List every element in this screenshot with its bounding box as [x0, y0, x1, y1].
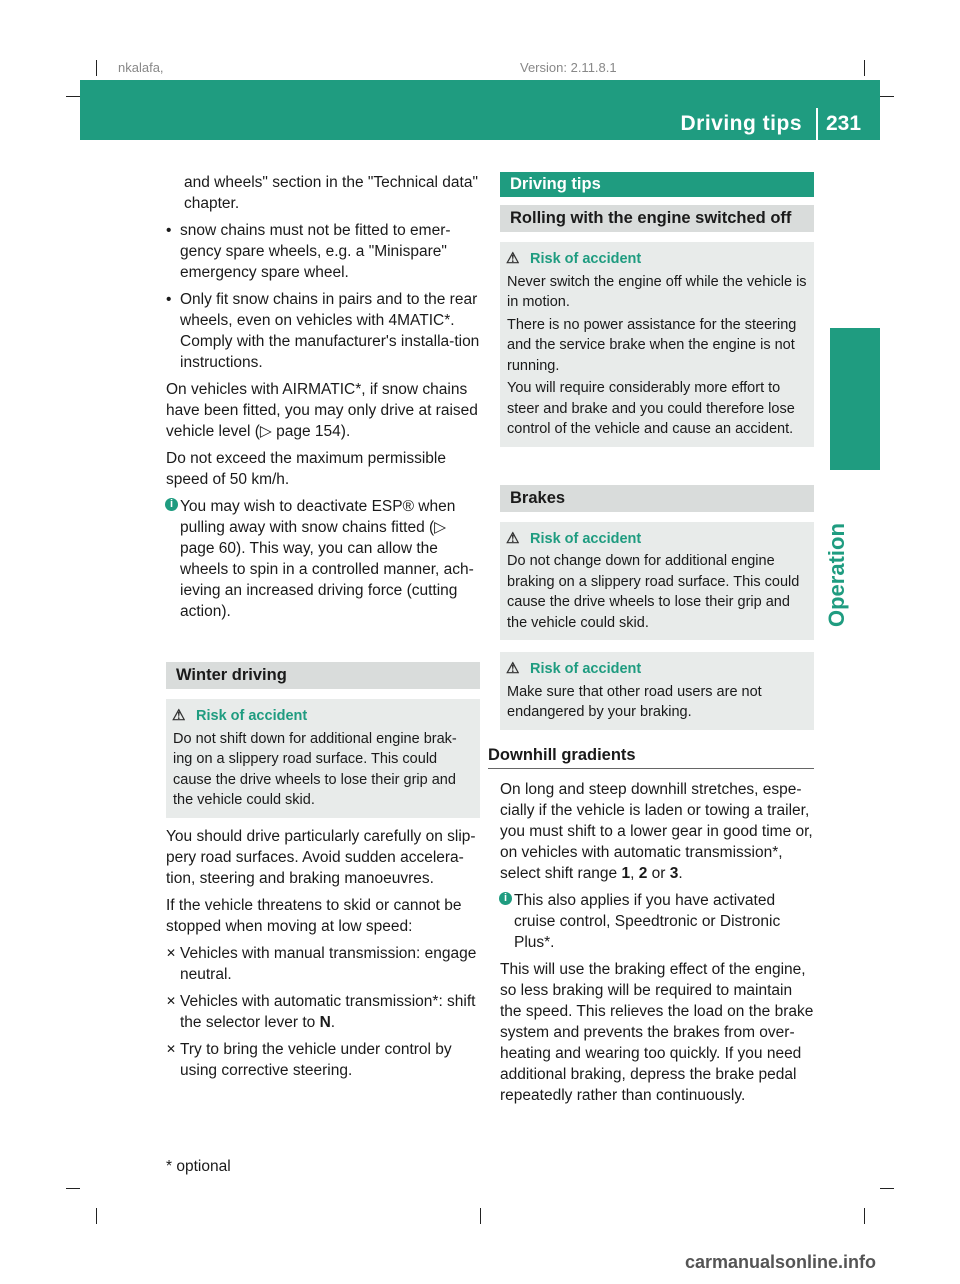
paragraph-text: On long and steep downhill stretches, espe-cially if the vehicle is laden or towing a trailer, you must shift to a lower gear in good time or, on vehicles with automatic transmission*, select shift range — [500, 780, 813, 882]
warning-title-text: Risk of accident — [530, 661, 642, 677]
watermark: carmanualsonline.info — [685, 1252, 877, 1272]
warning-triangle-icon: ⚠ — [506, 529, 520, 547]
bullet-text: snow chains must not be fitted to emer-gency spare wheels, e.g. a "Minispare" emergency spare wheel. — [180, 222, 451, 281]
action-text: Vehicles with manual transmission: engage neutral. — [180, 944, 477, 983]
info-icon: i — [499, 892, 512, 905]
page-title: Driving tips — [680, 112, 802, 135]
warning-title — [506, 529, 807, 550]
warning-box — [166, 699, 480, 818]
shift-range-1: 1 — [621, 864, 631, 882]
print-slug-left: nkalafa, — [118, 60, 164, 75]
paragraph: Do not exceed the maximum permissible speed of 50 km/h. — [166, 450, 446, 488]
crop-mark — [864, 60, 865, 76]
info-note — [500, 890, 814, 953]
warning-box — [500, 522, 814, 641]
punctuation: . — [678, 864, 683, 882]
info-icon: i — [165, 498, 178, 511]
warning-title-text: Risk of accident — [530, 251, 642, 267]
crop-mark — [880, 96, 894, 97]
paragraph: You should drive particularly carefully on slip-pery road surfaces. Avoid sudden accelera-tion, steering and braking manoeuvres. — [166, 827, 476, 887]
action-arrow-icon: ✕ — [166, 993, 177, 1008]
footnote: * optional — [166, 1158, 231, 1175]
shift-range-3: 3 — [669, 864, 679, 882]
punctuation: or — [647, 864, 670, 882]
right-column — [488, 172, 814, 1112]
warning-title-text: Risk of accident — [530, 530, 642, 547]
gear-position: N — [319, 1013, 331, 1031]
section-label: Operation — [824, 523, 849, 627]
bullet-item — [166, 289, 480, 373]
warning-title-text: Risk of accident — [196, 708, 308, 724]
bullet-item — [166, 220, 480, 283]
info-text: You may wish to deactivate ESP® when pulling away with snow chains fitted (▷ page 60). This way, you can allow the wheels to spin in a controlled manner, ach-ieving an increased driving force (cutting action). — [180, 498, 474, 620]
paragraph: and wheels" section in the "Technical data" chapter. — [184, 174, 478, 212]
crop-mark — [864, 1208, 865, 1224]
header-divider — [816, 108, 818, 140]
section-heading-driving-tips: Driving tips — [500, 172, 814, 197]
crop-mark — [96, 1208, 97, 1224]
section-heading-brakes: Brakes — [500, 485, 814, 512]
warning-triangle-icon: ⚠ — [506, 250, 520, 267]
paragraph: On vehicles with AIRMATIC*, if snow chains have been fitted, you may only drive at raised vehicle level (▷ page 154). — [166, 381, 478, 440]
punctuation: , — [630, 864, 639, 882]
bullet-icon: • — [166, 222, 172, 239]
crop-mark — [880, 1188, 894, 1189]
warning-text: Do not shift down for additional engine brak-ing on a slippery road surface. This could cause the drive wheels to lose their grip and the vehicle could skid. — [173, 730, 457, 808]
paragraph — [500, 779, 814, 884]
crop-mark — [66, 96, 80, 97]
warning-title — [506, 249, 807, 270]
action-text: Try to bring the vehicle under control by using corrective steering. — [180, 1040, 452, 1079]
warning-text: There is no power assistance for the steering and the service brake when the engine is not running. — [507, 316, 797, 374]
bullet-text: Only fit snow chains in pairs and to the rear wheels, even on vehicles with 4MATIC*. Comply with the manufacturer's installa-tion instructions. — [180, 291, 480, 371]
action-arrow-icon: ✕ — [166, 1041, 177, 1056]
warning-box — [500, 242, 814, 447]
warning-title — [506, 659, 807, 680]
info-note — [166, 496, 480, 622]
section-tab — [830, 328, 880, 470]
action-item — [166, 943, 480, 985]
section-heading-winter: Winter driving — [166, 662, 480, 689]
crop-mark — [96, 60, 97, 76]
warning-triangle-icon: ⚠ — [172, 707, 186, 724]
section-heading-rolling: Rolling with the engine switched off — [500, 205, 814, 232]
punctuation: . — [330, 1013, 336, 1031]
left-column — [166, 172, 480, 1087]
bullet-icon: • — [166, 291, 172, 308]
print-slug-right: Version: 2.11.8.1 — [520, 60, 617, 75]
warning-text: Make sure that other road users are not endangered by your braking. — [507, 683, 762, 720]
info-text: This also applies if you have activated cruise control, Speedtronic or Distronic Plus*. — [514, 891, 781, 951]
warning-text: Never switch the engine off while the vehicle is in motion. — [507, 273, 807, 310]
action-item — [166, 991, 480, 1033]
action-item — [166, 1039, 480, 1081]
warning-triangle-icon: ⚠ — [506, 660, 520, 677]
action-arrow-icon: ✕ — [166, 945, 177, 960]
warning-text: Do not change down for additional engine braking on a slippery road surface. This could cause the drive wheels to lose their grip and the vehicle could skid. — [507, 553, 800, 631]
paragraph: This will use the braking effect of the engine, so less braking will be required to maintain the speed. This relieves the load on the brake system and prevents the brakes from over-heating and wearing too quickly. If you need additional braking, depress the brake pedal repeatedly rather than continuously. — [500, 960, 814, 1104]
warning-title — [172, 706, 473, 727]
action-text: Vehicles with automatic transmission*: shift the selector lever to — [180, 992, 476, 1031]
paragraph: If the vehicle threatens to skid or cannot be stopped when moving at low speed: — [166, 896, 462, 935]
crop-mark — [480, 1208, 481, 1224]
warning-box — [500, 652, 814, 730]
shift-range-2: 2 — [638, 864, 648, 882]
page-number: 231 — [826, 112, 862, 135]
subheading-downhill: Downhill gradients — [488, 746, 814, 769]
crop-mark — [66, 1188, 80, 1189]
warning-text: You will require considerably more effort to steer and brake and you could therefore lose control of the vehicle and cause an accident. — [507, 380, 795, 437]
